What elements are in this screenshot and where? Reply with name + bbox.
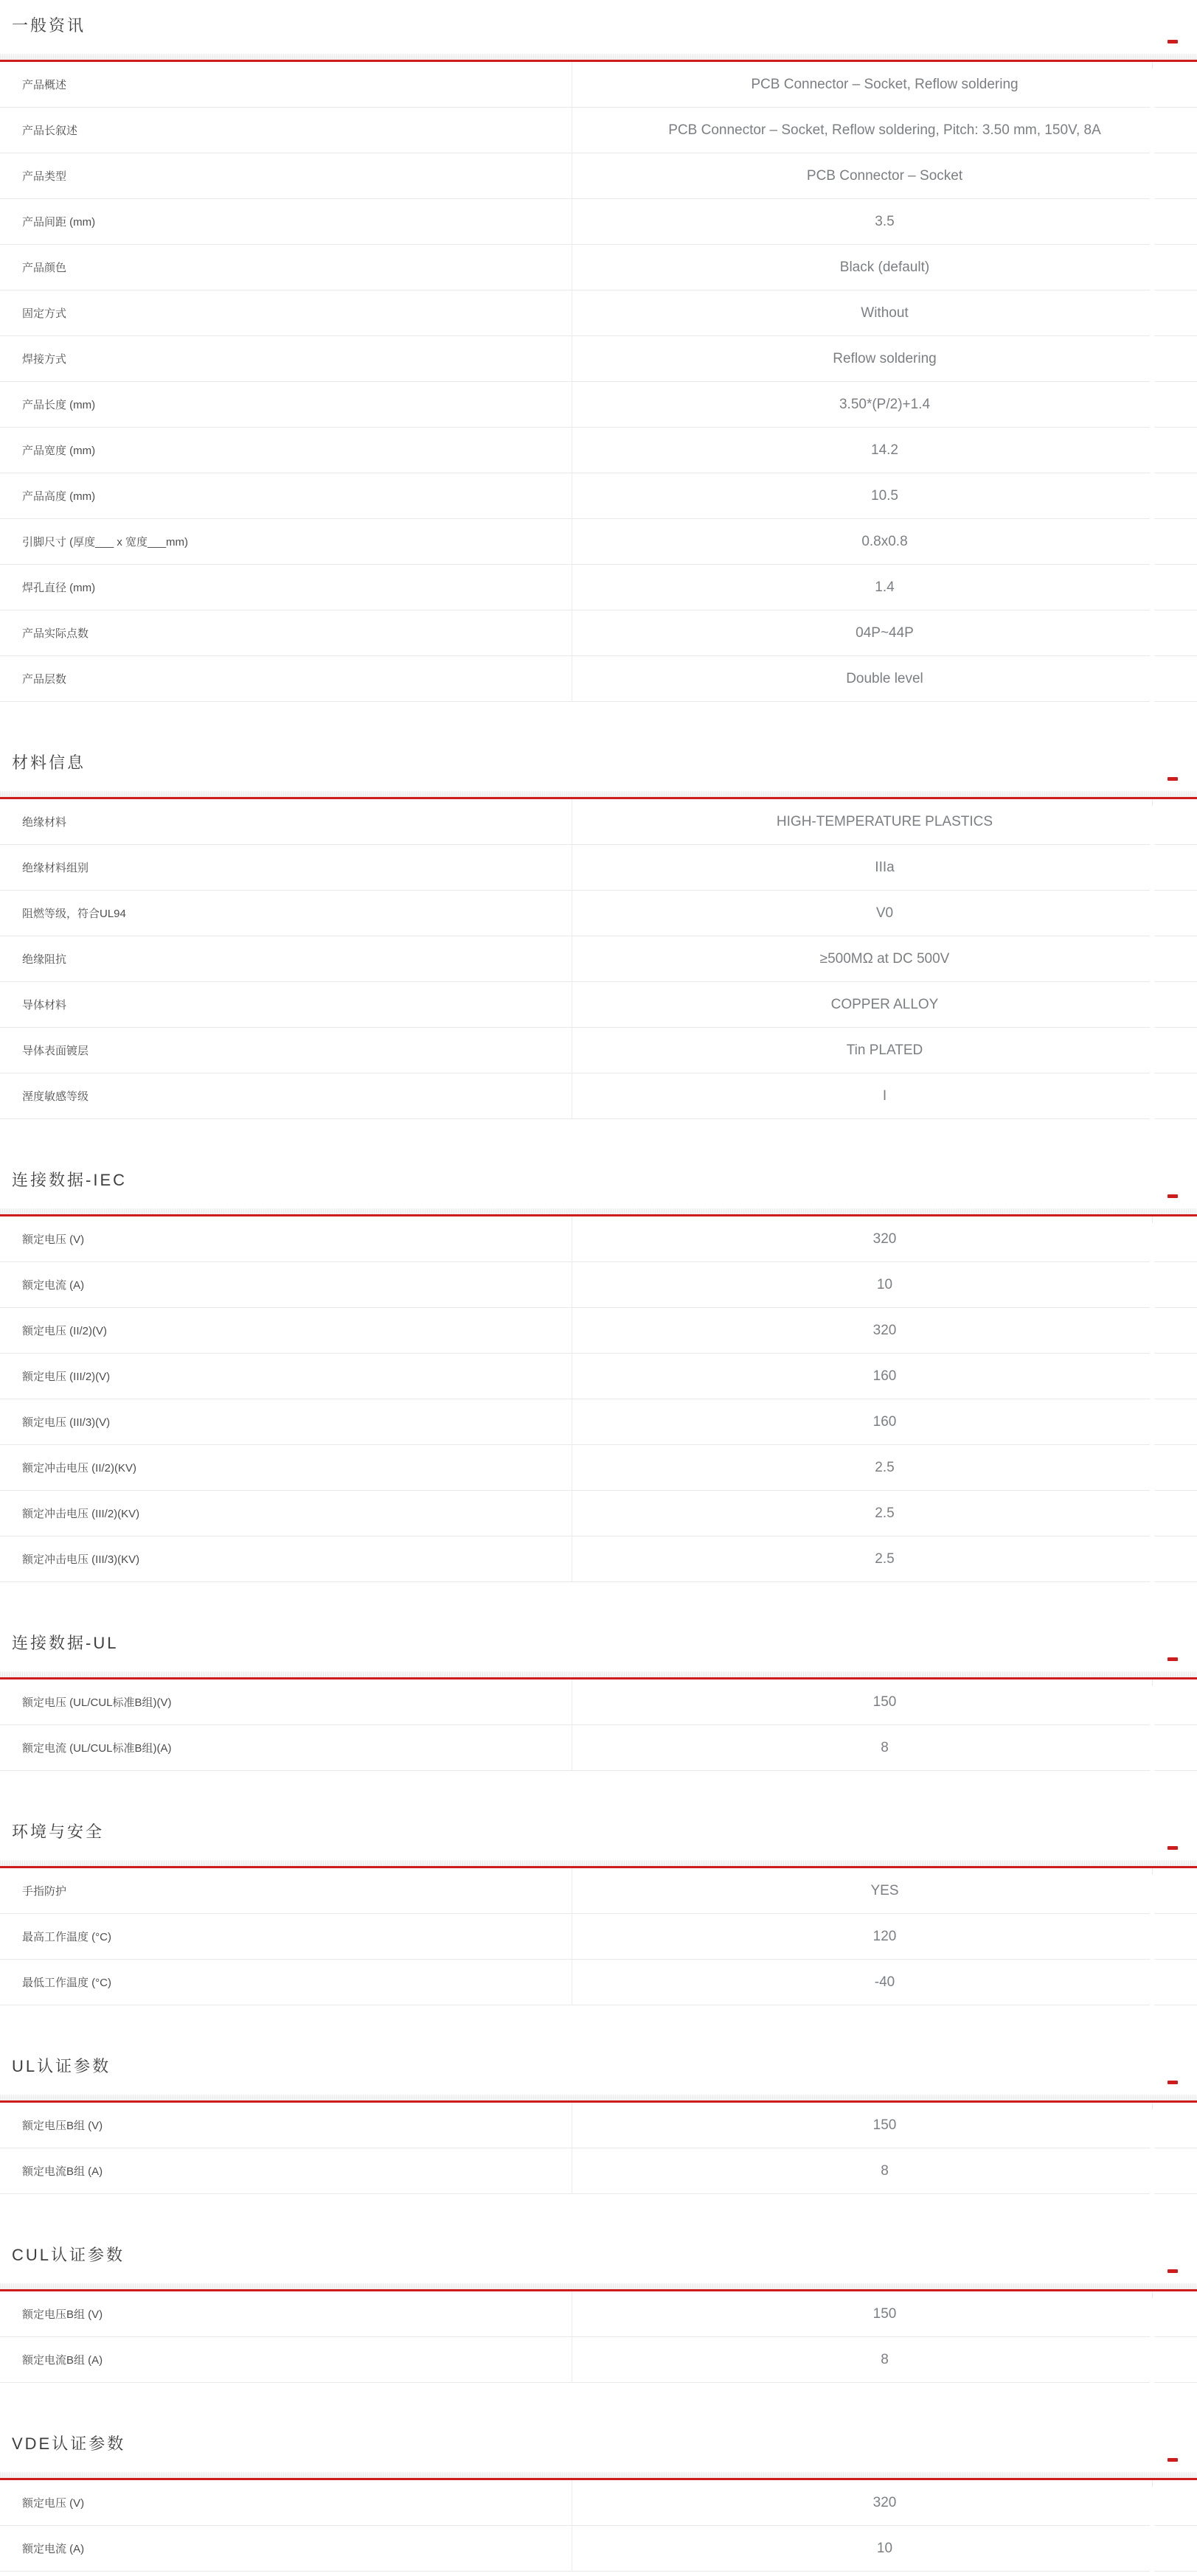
row-value: 320 [872,2494,897,2510]
table-row [0,1914,1197,1960]
table-row [0,1725,1197,1771]
table-row [0,1399,1197,1445]
section-title: 环境与安全 [12,1823,105,1841]
section-title: 连接数据-UL [12,1634,119,1652]
table-row [0,62,1197,108]
table-row [0,1308,1197,1354]
row-value: PCB Connector – Socket, Reflow soldering, Pitch: 3.50 mm, 150V, 8A [668,122,1101,138]
row-value: 04P~44P [856,624,914,641]
table-row [0,1679,1197,1725]
table-row [0,1491,1197,1536]
row-label: 产品概述 [0,62,572,107]
row-label: 额定电压 (III/3)(V) [0,1399,572,1444]
table-row [0,799,1197,845]
row-label: 额定电流B组 (A) [0,2148,572,2193]
row-value: 320 [872,1230,897,1247]
row-label: 额定电流 (UL/CUL标准B组)(A) [0,1725,572,1770]
spec-table [0,1216,1197,1582]
section-header [0,1622,1197,1679]
row-value: 3.50*(P/2)+1.4 [839,396,931,412]
row-value: HIGH-TEMPERATURE PLASTICS [776,813,993,829]
table-row [0,891,1197,936]
row-label: 产品间距 (mm) [0,199,572,244]
row-label: 焊孔直径 (mm) [0,565,572,610]
row-label: 额定电流 (A) [0,1262,572,1307]
section-title: 材料信息 [12,753,86,772]
row-label: 额定冲击电压 (III/2)(KV) [0,1491,572,1536]
table-row [0,245,1197,290]
row-value: 2.5 [875,1505,895,1521]
table-row [0,2480,1197,2526]
section-header [0,742,1197,799]
row-value: 10.5 [871,487,898,504]
section-title: VDE认证参数 [12,2434,126,2453]
section-title: UL认证参数 [12,2057,111,2075]
row-value: 2.5 [875,1550,895,1567]
row-label: 额定电压 (II/2)(V) [0,1308,572,1353]
row-value: 10 [876,1276,893,1292]
spec-table [0,2480,1197,2572]
row-value: 8 [881,2162,889,2179]
section-header [0,1811,1197,1868]
row-label: 额定冲击电压 (III/3)(KV) [0,1536,572,1581]
table-row [0,2526,1197,2572]
row-label: 额定电流 (A) [0,2526,572,2571]
row-value: 150 [872,1693,897,1710]
table-row [0,428,1197,473]
table-row [0,1536,1197,1582]
row-value: Without [861,304,909,321]
table-row [0,982,1197,1028]
table-row [0,1028,1197,1073]
table-row [0,1216,1197,1262]
row-value: PCB Connector – Socket [806,167,963,184]
table-row [0,199,1197,245]
row-value: 160 [872,1413,897,1430]
row-value: 3.5 [875,213,895,229]
row-label: 额定电压 (V) [0,1216,572,1261]
table-row [0,1073,1197,1119]
row-label: 最高工作温度 (°C) [0,1914,572,1959]
row-label: 焊接方式 [0,336,572,381]
row-label: 绝缘材料 [0,799,572,844]
table-row [0,336,1197,382]
section-8 [0,2423,1197,2572]
row-label: 额定电压 (UL/CUL标准B组)(V) [0,1679,572,1724]
row-label: 绝缘阻抗 [0,936,572,981]
section-header [0,2045,1197,2103]
row-value: I [882,1087,887,1104]
row-label: 额定电压 (III/2)(V) [0,1354,572,1399]
row-value: PCB Connector – Socket, Reflow soldering [751,76,1019,92]
table-row [0,656,1197,702]
table-row [0,2291,1197,2337]
row-label: 手指防护 [0,1868,572,1913]
row-value: Reflow soldering [833,350,937,366]
row-label: 产品长度 (mm) [0,382,572,427]
row-label: 额定电压B组 (V) [0,2103,572,2148]
table-row [0,519,1197,565]
section-header [0,4,1197,62]
collapse-minus-icon[interactable] [1167,1846,1178,1850]
table-row [0,565,1197,610]
spec-table [0,799,1197,1119]
section-header [0,2423,1197,2480]
row-label: 产品层数 [0,656,572,701]
row-value: V0 [875,905,894,921]
product-spec-page [0,4,1197,2572]
table-row [0,1262,1197,1308]
row-label: 固定方式 [0,290,572,335]
row-label: 产品宽度 (mm) [0,428,572,473]
row-label: 绝缘材料组别 [0,845,572,890]
row-value: Tin PLATED [846,1042,923,1058]
row-value: 0.8x0.8 [861,533,908,549]
row-value: 150 [872,2305,897,2322]
row-label: 产品高度 (mm) [0,473,572,518]
table-row [0,1354,1197,1399]
row-value: 2.5 [875,1459,895,1475]
collapse-minus-icon[interactable] [1167,777,1178,781]
spec-table [0,1868,1197,2005]
row-value: 8 [881,1739,889,1755]
table-row [0,936,1197,982]
row-value: 1.4 [875,579,895,595]
table-row [0,108,1197,153]
section-2 [0,742,1197,1119]
row-label: 产品长叙述 [0,108,572,153]
row-value: Double level [846,670,923,686]
spec-table [0,1679,1197,1771]
table-row [0,610,1197,656]
row-value: Black (default) [839,259,930,275]
row-value: 320 [872,1322,897,1338]
table-row [0,2103,1197,2148]
table-row [0,845,1197,891]
row-value: COPPER ALLOY [830,996,939,1012]
table-row [0,2148,1197,2194]
section-1 [0,4,1197,702]
collapse-minus-icon[interactable] [1167,1657,1178,1661]
section-title: 一般资讯 [12,16,86,35]
row-label: 产品类型 [0,153,572,198]
collapse-minus-icon[interactable] [1167,40,1178,43]
spec-table [0,2103,1197,2194]
row-label: 产品实际点数 [0,610,572,655]
table-row [0,1960,1197,2005]
table-row [0,1868,1197,1914]
row-label: 额定电压 (V) [0,2480,572,2525]
row-value: IIIa [875,859,895,875]
row-value: ≥500MΩ at DC 500V [819,950,950,967]
section-7 [0,2234,1197,2383]
row-label: 最低工作温度 (°C) [0,1960,572,2005]
collapse-minus-icon[interactable] [1167,2269,1178,2273]
row-value: 8 [881,2351,889,2367]
table-row [0,2337,1197,2383]
section-5 [0,1811,1197,2005]
spec-table [0,62,1197,702]
row-label: 溼度敏感等级 [0,1073,572,1118]
row-label: 额定电流B组 (A) [0,2337,572,2382]
section-6 [0,2045,1197,2194]
row-label: 额定电压B组 (V) [0,2291,572,2336]
collapse-minus-icon[interactable] [1167,1194,1178,1198]
table-row [0,382,1197,428]
row-value: YES [870,1882,899,1898]
section-title: CUL认证参数 [12,2246,125,2264]
row-label: 引脚尺寸 (厚度___ x 宽度___mm) [0,519,572,564]
collapse-minus-icon[interactable] [1167,2458,1178,2462]
spec-table [0,2291,1197,2383]
table-row [0,153,1197,199]
collapse-minus-icon[interactable] [1167,2081,1178,2084]
section-4 [0,1622,1197,1771]
row-label: 导体表面镀层 [0,1028,572,1073]
section-header [0,2234,1197,2291]
row-label: 阻燃等级，符合UL94 [0,891,572,936]
row-value: 150 [872,2117,897,2133]
row-label: 产品颜色 [0,245,572,290]
table-row [0,1445,1197,1491]
row-value: -40 [874,1974,895,1990]
row-value: 120 [872,1928,897,1944]
row-label: 导体材料 [0,982,572,1027]
section-title: 连接数据-IEC [12,1171,128,1189]
row-value: 160 [872,1368,897,1384]
row-value: 14.2 [871,442,898,458]
table-row [0,290,1197,336]
row-value: 10 [876,2540,893,2556]
table-row [0,473,1197,519]
row-label: 额定冲击电压 (II/2)(KV) [0,1445,572,1490]
section-3 [0,1159,1197,1582]
section-header [0,1159,1197,1216]
